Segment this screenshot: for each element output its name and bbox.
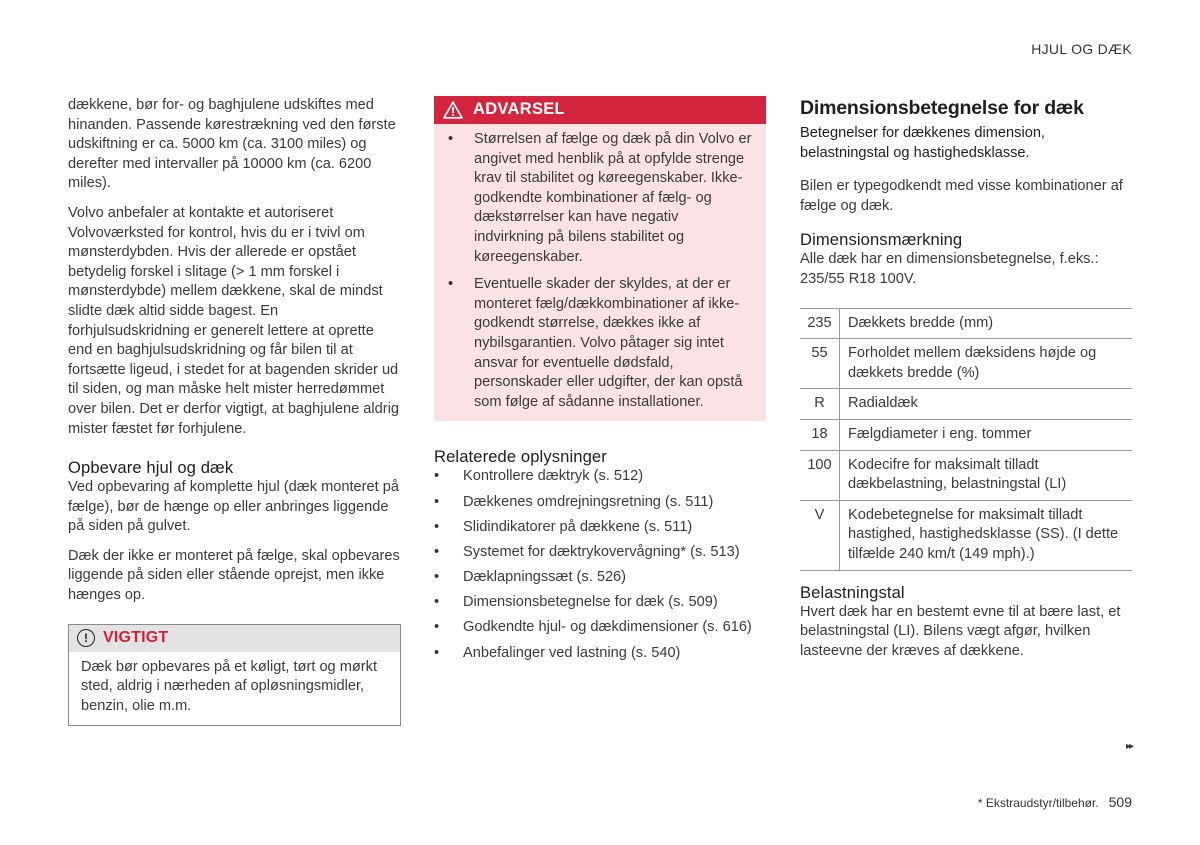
page-number: 509 [1108,794,1132,810]
section-title: Dimensionsbetegnelse for dæk [800,97,1084,119]
related-link[interactable]: • Dæklapningssæt (s. 526) [434,568,766,588]
paragraph-recommendation: Volvo anbefaler at kontakte et autoriseret Volvoværksted for kontrol, hvis du er i tvivl om mønsterdybden. Hvis der allerede er opstået betydelig forskel i slitage (> 1 mm forskel i mønsterdybde) mellem dækkene, skal de mindst slidte dæk altid sidde bagest. En forhjulsudskridning er generelt lettere at oprette end en baghjulsudskridning og får bilen til at fortsætte ligeud, i stedet for at bagenden skrider ud til siden, og man måske helt mister herredømmet over bilen. Det er derfor vigtigt, at baghjulene aldrig mister fæstet før forhjulene. [68,204,399,437]
important-notice-header [69,625,400,652]
footnote-text: * Ekstraudstyr/tilbehør. [977,796,1099,810]
warning-body [434,124,766,421]
table-value: Kodebetegnelse for maksimalt tilladt hastighed, hastighedsklasse (SS). (I dette tilfælde 240 km/t (149 mph).) [840,500,1133,570]
warning-label: ADVARSEL [473,100,565,119]
column-middle [434,96,766,669]
column-right [800,96,1132,671]
table-key: V [800,500,840,570]
paragraph-rotation: dækkene, bør for- og baghjulene udskiftes med hinanden. Passende kørestrækning ved den første udskiftning er ca. 5000 km (ca. 3100 miles) og derefter med intervaller på 10000 km (ca. 6200 miles). [68,97,396,192]
related-link[interactable]: • Slidindikatorer på dækkene (s. 511) [434,518,766,538]
related-link[interactable]: • Systemet for dæktrykovervågning* (s. 513) [434,543,766,563]
list-item: • Eventuelle skader der skyldes, at der er monteret fælg/dækkombinationer af ikke-godkendt størrelse, dækkes ikke af nybilsgarantien. Volvo påtager sig intet ansvar for eventuelle dødsfald, personskader eller udgifter, der kan opstå som følge af sådanne installationer. [446,275,752,412]
important-notice-text: Dæk bør opbevares på et køligt, tørt og mørkt sted, aldrig i nærheden af opløsningsmidler, benzin, olie m.m. [81,658,378,714]
related-link[interactable]: • Godkendte hjul- og dækdimensioner (s. 616) [434,618,766,638]
paragraph-storage-unmounted: Dæk der ikke er monteret på fælge, skal opbevares liggende på siden eller stående oprejst, men ikke hænges op. [68,547,400,604]
warning-list [446,130,752,412]
heading-load-index: Belastningstal [800,582,905,602]
important-notice [68,624,401,727]
table-row [800,500,1132,570]
chapter-title: HJUL OG DÆK [1031,41,1132,57]
heading-storage: Opbevare hjul og dæk [68,458,234,478]
table-key: R [800,389,840,420]
footer [978,793,1132,814]
dimension-table [800,308,1132,571]
table-row [800,308,1132,339]
related-link[interactable]: • Kontrollere dæktryk (s. 512) [434,467,766,487]
paragraph-type-approval: Bilen er typegodkendt med visse kombinationer af fælge og dæk. [800,178,1123,214]
table-key: 235 [800,308,840,339]
related-list [434,467,766,663]
table-value: Kodecifre for maksimalt tilladt dækbelastning, belastningstal (LI) [840,450,1133,500]
exclamation-circle-icon: ! [77,629,95,647]
table-row [800,389,1132,420]
related-link[interactable]: • Dimensionsbetegnelse for dæk (s. 509) [434,593,766,613]
related-link[interactable]: • Anbefalinger ved lastning (s. 540) [434,644,766,664]
continue-arrow-icon: ▸▸ [1125,741,1132,752]
related-info [434,446,766,663]
table-row [800,339,1132,389]
table-key: 18 [800,419,840,450]
list-item: • Størrelsen af fælge og dæk på din Volvo er angivet med henblik på at opfylde strenge krav til stabilitet og køreegenskaber. Ikke-godkendte kombinationer af fælg- og dækstørrelser kan have negativ indvirkning på bilens stabilitet og køreegenskaber. [446,130,752,267]
column-left [68,96,401,726]
section-lead: Betegnelser for dækkenes dimension, belastningstal og hastighedsklasse. [800,125,1045,161]
table-value: Radialdæk [840,389,1133,420]
warning-box [434,96,766,421]
paragraph-load-index: Hvert dæk har en bestemt evne til at bære last, et belastningstal (LI). Bilens vægt afgør, hvilken lasteevne der kræves af dækkene. [800,603,1121,659]
table-key: 55 [800,339,840,389]
paragraph-storage-mounted: Ved opbevaring af komplette hjul (dæk monteret på fælge), bør de hænge op eller anbringes liggende på siden på gulvet. [68,479,399,535]
heading-dimension-marking: Dimensionsmærkning [800,230,963,250]
warning-header [434,96,766,124]
paragraph-dimension-example: Alle dæk har en dimensionsbetegnelse, f.eks.: 235/55 R18 100V. [800,251,1099,287]
table-value: Fælgdiameter i eng. tommer [840,419,1133,450]
table-row [800,419,1132,450]
warning-triangle-icon [443,101,463,119]
table-row [800,450,1132,500]
table-value: Forholdet mellem dæksidens højde og dækkets bredde (%) [840,339,1133,389]
important-label: VIGTIGT [103,629,169,647]
heading-related: Relaterede oplysninger [434,447,607,467]
related-link[interactable]: • Dækkenes omdrejningsretning (s. 511) [434,493,766,513]
table-key: 100 [800,450,840,500]
table-value: Dækkets bredde (mm) [840,308,1133,339]
